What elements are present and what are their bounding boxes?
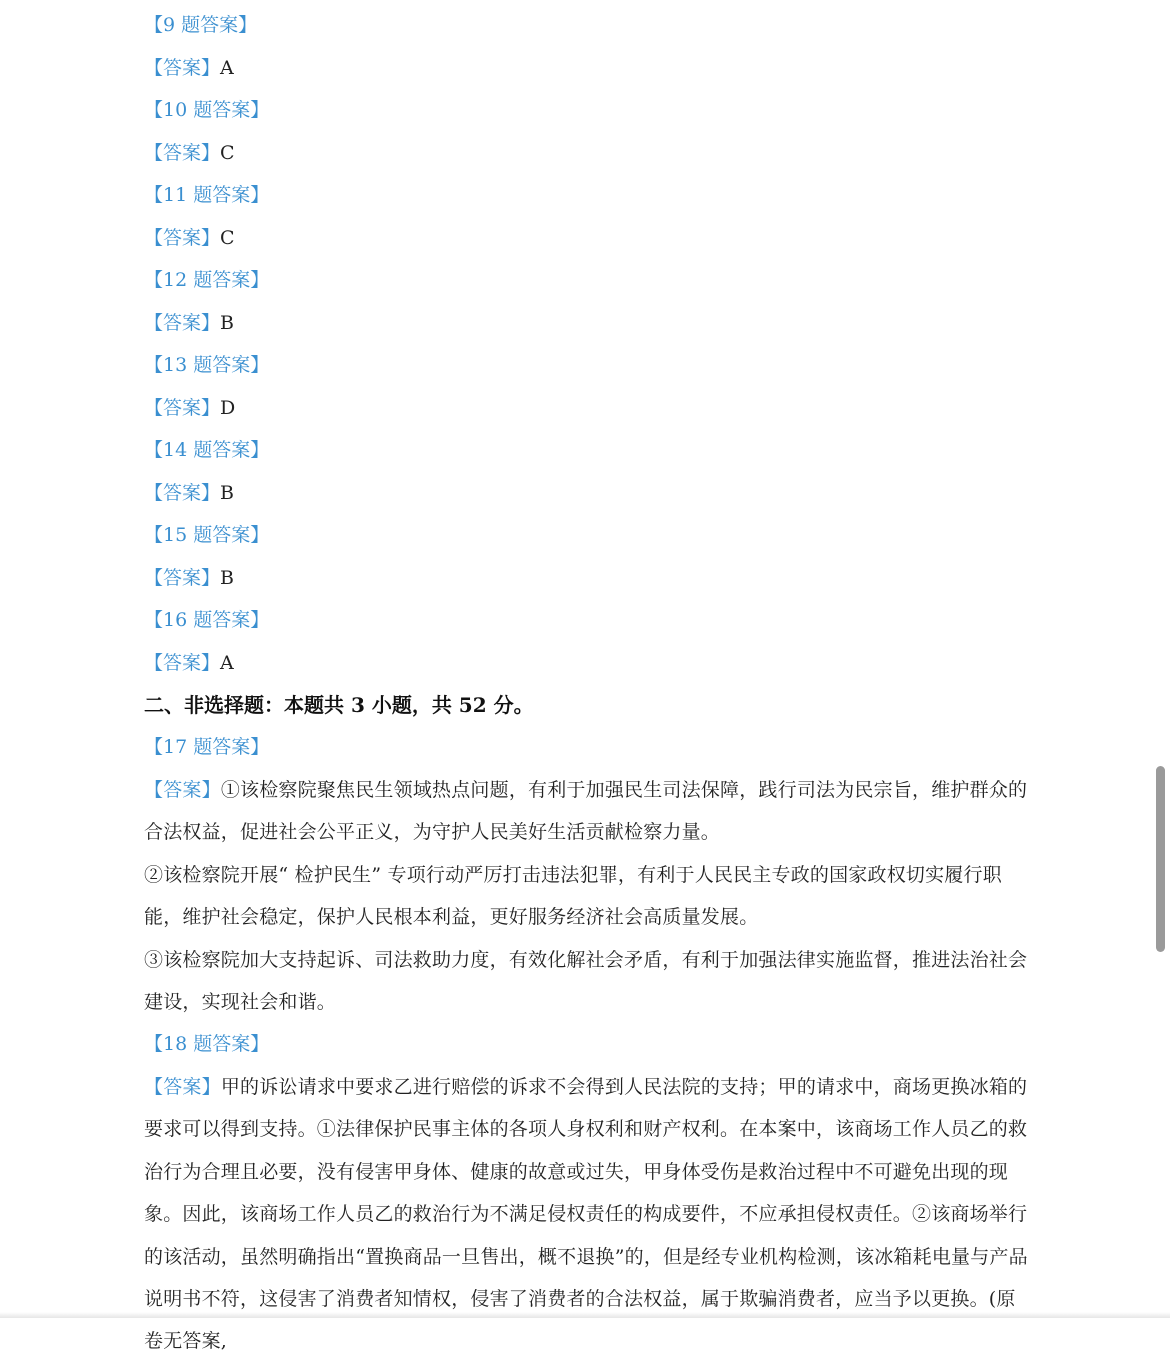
answer-value: B [220,312,234,334]
answer-value: B [220,482,234,504]
answer-value: B [220,567,234,589]
answer-label: 【答案】 [144,779,221,801]
q17-paragraph-3: ③该检察院加大支持起诉、司法救助力度，有效化解社会矛盾，有利于加强法律实施监督，推进法治社会建设，实现社会和谐。 [144,949,1028,1014]
answer-value: C [220,142,235,164]
q18-paragraph-1 [144,1066,1034,1353]
q17-paragraph-2: ②该检察院开展“ 检护民生” 专项行动严厉打击违法犯罪，有利于人民民主专政的国家政权切实履行职能，维护社会稳定，保护人民根本利益，更好服务经济社会高质量发展。 [144,864,1002,929]
answer-header-16: 【16 题答案】 [144,609,270,631]
answer-row-10 [144,132,235,174]
answer-value: D [220,397,236,419]
answer-label: 【答案】 [144,1076,221,1098]
page-bottom-edge [0,1312,1170,1318]
scrollbar-thumb[interactable] [1156,766,1165,952]
answer-row-14 [144,472,234,514]
answer-label: 【答案】 [144,482,221,504]
answer-value: A [220,57,234,79]
answer-label: 【答案】 [144,227,221,249]
answer-label: 【答案】 [144,312,221,334]
q17-paragraph-1 [144,769,1034,855]
answer-header-13: 【13 题答案】 [144,354,270,376]
answer-row-11 [144,217,235,259]
answer-row-13 [144,387,235,429]
answer-value: C [220,227,235,249]
answer-header-11: 【11 题答案】 [144,184,270,206]
answer-header-17: 【17 题答案】 [144,736,270,758]
answer-header-15: 【15 题答案】 [144,524,270,546]
answer-header-9: 【9 题答案】 [144,14,258,36]
answer-label: 【答案】 [144,142,221,164]
answer-row-16 [144,642,234,684]
q18-text-1: 甲的诉讼请求中要求乙进行赔偿的诉求不会得到人民法院的支持；甲的请求中，商场更换冰箱的要求可以得到支持。①法律保护民事主体的各项人身权利和财产权利。在本案中，该商场工作人员乙的救治行为合理且必要，没有侵害甲身体、健康的故意或过失，甲身体受伤是救治过程中不可避免出现的现象。因此，该商场工作人员乙的救治行为不满足侵权责任的构成要件，不应承担侵权责任。②该商场举行的该活动，虽然明确指出“置换商品一旦售出，概不退换”的，但是经专业机构检测，该冰箱耗电量与产品说明书不符，这侵害了消费者知情权，侵害了消费者的合法权益，属于欺骗消费者，应当予以更换。(原卷无答案, [144,1076,1028,1353]
vertical-scrollbar[interactable] [1152,0,1170,1318]
section-title: 二、非选择题：本题共 3 小题，共 52 分。 [144,693,534,717]
answer-label: 【答案】 [144,567,221,589]
answer-label: 【答案】 [144,652,221,674]
q17-text-1: ①该检察院聚焦民生领域热点问题，有利于加强民生司法保障，践行司法为民宗旨，维护群众的合法权益，促进社会公平正义，为守护人民美好生活贡献检察力量。 [144,779,1028,844]
answer-header-18: 【18 题答案】 [144,1033,270,1055]
answer-label: 【答案】 [144,57,221,79]
answer-value: A [220,652,234,674]
answer-label: 【答案】 [144,397,221,419]
answer-header-10: 【10 题答案】 [144,99,270,121]
answer-header-12: 【12 题答案】 [144,269,270,291]
answer-row-12 [144,302,234,344]
answer-header-14: 【14 题答案】 [144,439,270,461]
answer-row-15 [144,557,234,599]
answer-row-9 [144,47,234,89]
